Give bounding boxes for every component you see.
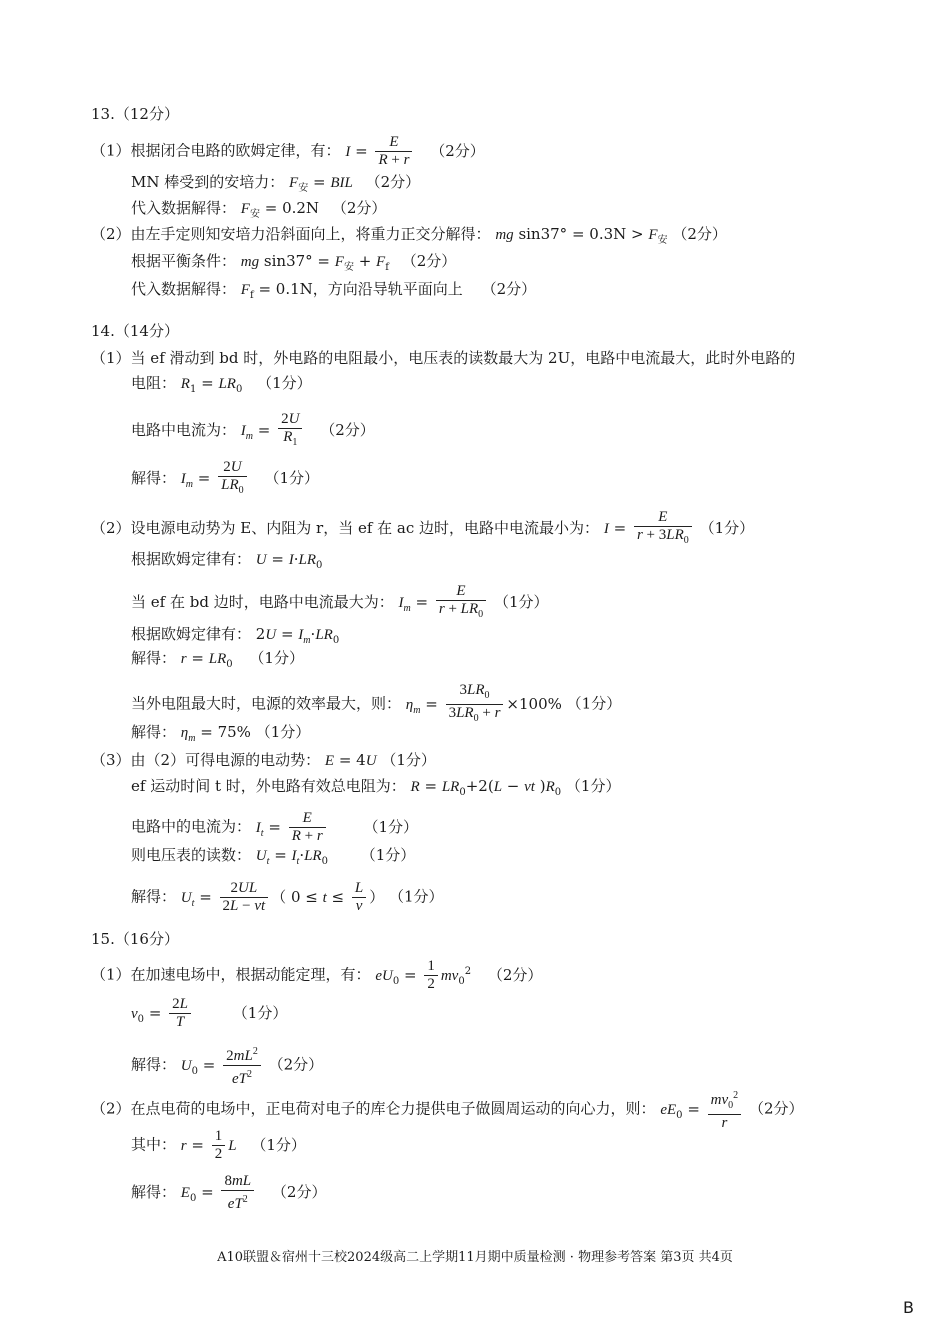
q14-line10: 当外电阻最大时，电源的效率最大，则： $\eta_m$ = $\frac{3LR_0}{3LR_0 + r}$ ×100% （1分） <box>131 682 622 724</box>
q15-line3: 解得： $U_0$ = $\frac{2mL^2}{eT^2}$ （2分） <box>131 1043 323 1088</box>
q13-line2: MN 棒受到的安培力： $F_安$ = BIL （2分） <box>131 173 421 194</box>
formula-it: $I_t$ = $\frac{E}{R + r}$ <box>256 818 329 836</box>
formula-efficiency-value: $\eta_m = 75\%$ <box>180 723 251 744</box>
q13-line6: 代入数据解得： $F_f = 0.1N$，方向沿导轨平面向上 （2分） <box>131 280 537 301</box>
q15-line1: （1）在加速电场中，根据动能定理，有： $eU_0$ = $\frac{1}{2}$ $mv_0^2$ （2分） <box>91 958 543 992</box>
formula-gravity-component: mg $\sin 37^\circ = 0.3N > F_安$ <box>495 225 668 246</box>
formula-im-lr0: $I_m$ = $\frac{2U}{LR_0}$ <box>181 469 250 487</box>
formula-balance: mg $\sin 37^\circ = F_安 + F_f$ <box>240 252 389 273</box>
formula-2u: $2U = I_m\cdot LR_0$ <box>255 625 340 646</box>
q14-header: 14.（14分） <box>91 322 179 340</box>
q14-line6: 根据欧姆定律有： $U = I\cdot LR_0$ <box>131 550 323 571</box>
formula-efficiency: $\eta_m$ = $\frac{3LR_0}{3LR_0 + r}$ ×100% <box>405 682 562 724</box>
formula-im-r1: $I_m$ = $\frac{2U}{R_1}$ <box>241 421 306 439</box>
q14-line14: 电路中的电流为： $I_t$ = $\frac{E}{R + r}$ （1分） <box>131 810 418 844</box>
q14-line9: 解得： $r = LR_0$ （1分） <box>131 649 304 670</box>
formula-im-max: $I_m$ = $\frac{E}{r + LR_0}$ <box>399 593 490 611</box>
q15-header: 15.（16分） <box>91 930 179 948</box>
formula-u0: $U_0$ = $\frac{2mL^2}{eT^2}$ <box>181 1056 264 1074</box>
formula-e: E = 4U <box>324 751 377 769</box>
formula-e0: $E_0$ = $\frac{8mL}{eT^2}$ <box>181 1183 257 1201</box>
formula-ohm: I = $\frac{E}{R + r}$ <box>345 142 415 160</box>
q14-line2: 电阻： $R_1 = LR_0$ （1分） <box>131 374 312 395</box>
q15-line4: （2）在点电荷的电场中，正电荷对电子的库仑力提供电子做圆周运动的向心力，则： $eE_0$ = $\frac{mv_0^2}{r}$ （2分） <box>91 1087 803 1132</box>
q14-line15: 则电压表的读数： $U_t = I_t\cdot LR_0$ （1分） <box>131 846 416 867</box>
q13-line3: 代入数据解得： $F_安 = 0.2N$ （2分） <box>131 199 387 220</box>
q14-line16: 解得： $U_t$ = $\frac{2UL}{2L - vt}$ （ 0 ≤ t ≤ $\frac{L}{v}$ ） （1分） <box>131 880 444 914</box>
formula-kinetic: $eU_0$ = $\frac{1}{2}$ $mv_0^2$ <box>375 958 472 992</box>
page-footer: A10联盟＆宿州十三校2024级高二上学期11月期中质量检测 · 物理参考答案 第3页 共4页 <box>217 1250 733 1265</box>
q13-line1: （1）根据闭合电路的欧姆定律，有： I = $\frac{E}{R + r}$ （2分） <box>91 134 485 168</box>
q14-line11: 解得： $\eta_m = 75\%$ （1分） <box>131 723 311 744</box>
q14-line12: （3）由（2）可得电源的电动势： E = 4U （1分） <box>91 751 436 769</box>
corner-mark: B <box>903 1298 914 1317</box>
formula-radius: r = $\frac{1}{2}$ L <box>180 1128 237 1162</box>
q13-line4: （2）由左手定则知安培力沿斜面向上，将重力正交分解得： mg $\sin 37^\circ = 0.3N > F_安$ （2分） <box>91 225 727 246</box>
formula-ampere-force: $F_安$ = BIL <box>289 173 353 194</box>
formula-total-r: $R = LR_0+2(L$ − vt )$R_0$ <box>410 777 562 798</box>
formula-r: $r = LR_0$ <box>180 649 233 670</box>
q13-header: 13.（12分） <box>91 105 179 123</box>
formula-ut-result: $U_t$ = $\frac{2UL}{2L - vt}$ （ 0 ≤ t ≤ $\frac{L}{v}$ ） <box>180 880 385 914</box>
q15-line2: $v_0$ = $\frac{2L}{T}$ （1分） <box>131 996 288 1030</box>
q14-line1: （1）当 ef 滑动到 bd 时，外电路的电阻最小，电压表的读数最大为 2U，电路中电流最大，此时外电路的 <box>91 349 796 367</box>
q15-line6: 解得： $E_0$ = $\frac{8mL}{eT^2}$ （2分） <box>131 1173 327 1212</box>
q14-line5: （2）设电源电动势为 E、内阻为 r，当 ef 在 ac 边时，电路中电流最小为： I = $\frac{E}{r + 3LR_0}$ （1分） <box>91 509 755 546</box>
formula-u: $U = I\cdot LR_0$ <box>255 550 323 571</box>
formula-ut: $U_t = I_t\cdot LR_0$ <box>255 846 328 867</box>
q13-line5: 根据平衡条件： mg $\sin 37^\circ = F_安 + F_f$ （2分） <box>131 252 457 273</box>
q14-line13: ef 运动时间 t 时，外电路有效总电阻为： $R = LR_0+2(L$ − vt )$R_0$ （1分） <box>131 777 621 798</box>
q14-line4: 解得： $I_m$ = $\frac{2U}{LR_0}$ （1分） <box>131 459 319 496</box>
formula-coulomb: $eE_0$ = $\frac{mv_0^2}{r}$ <box>660 1100 744 1118</box>
q14-line3: 电路中电流为： $I_m$ = $\frac{2U}{R_1}$ （2分） <box>131 411 375 448</box>
q15-line5: 其中： r = $\frac{1}{2}$ L （1分） <box>131 1128 306 1162</box>
formula-v0: $v_0$ = $\frac{2L}{T}$ <box>131 1004 194 1022</box>
formula-friction-value: $F_f = 0.1N$ <box>240 280 313 301</box>
formula-ampere-value: $F_安 = 0.2N$ <box>240 199 320 220</box>
q14-line7: 当 ef 在 bd 边时，电路中电流最大为： $I_m$ = $\frac{E}{r + LR_0}$ （1分） <box>131 583 549 620</box>
formula-r1: $R_1 = LR_0$ <box>180 374 243 395</box>
formula-i-min: I = $\frac{E}{r + 3LR_0}$ <box>604 519 695 537</box>
q14-line8: 根据欧姆定律有： $2U = I_m\cdot LR_0$ <box>131 625 340 646</box>
